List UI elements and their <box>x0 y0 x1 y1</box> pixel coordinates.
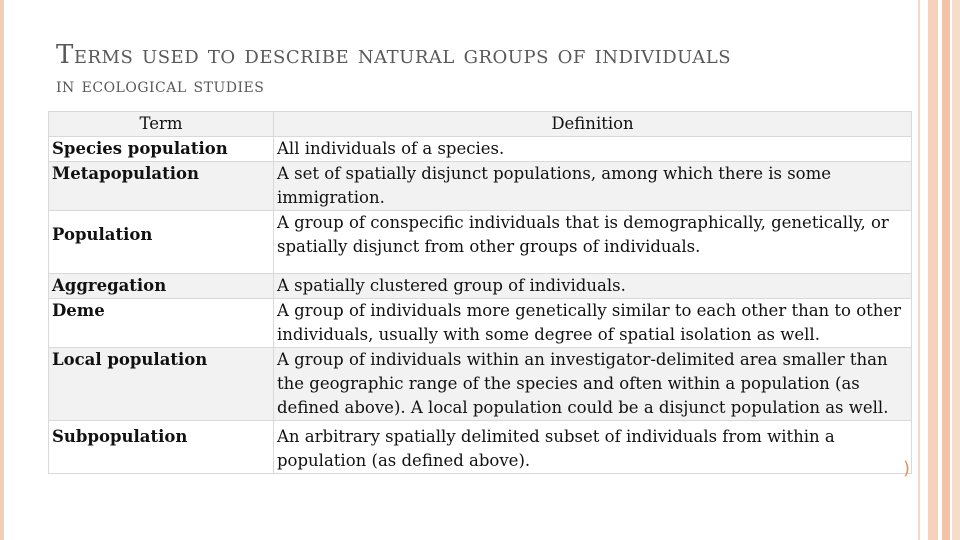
term-cell: Subpopulation <box>49 421 274 474</box>
term-cell: Species population <box>49 137 274 162</box>
definition-cell: An arbitrary spatially delimited subset of individuals from within a population (as defined above). <box>274 421 912 474</box>
term-cell: Population <box>49 211 274 274</box>
right-accent-stripe <box>952 0 960 540</box>
slide-title <box>56 36 906 104</box>
definition-cell: A group of individuals within an investigator-delimited area smaller than the geographic range of the species and often within a population (as defined above). A local population could be a disjunct population as well. <box>274 348 912 421</box>
table-row <box>49 162 912 211</box>
right-accent-stripe <box>928 0 938 540</box>
slide-title-line1: Terms used to describe natural groups of individuals <box>56 40 732 70</box>
table-row <box>49 421 912 474</box>
header-term: Term <box>49 112 274 137</box>
table-row <box>49 211 912 274</box>
right-accent-stripe <box>942 0 950 540</box>
slide-title-line2: in ecological studies <box>56 73 265 97</box>
term-cell: Deme <box>49 299 274 348</box>
definition-cell: A set of spatially disjunct populations, among which there is some immigration. <box>274 162 912 211</box>
table-row <box>49 348 912 421</box>
right-accent-stripe <box>918 0 920 540</box>
table-row <box>49 274 912 299</box>
corner-mark-icon: ) <box>903 458 911 479</box>
header-definition: Definition <box>274 112 912 137</box>
left-accent-bar <box>0 0 4 540</box>
terms-table <box>48 111 912 474</box>
term-cell: Aggregation <box>49 274 274 299</box>
term-cell: Metapopulation <box>49 162 274 211</box>
definition-cell: A group of conspecific individuals that is demographically, genetically, or spatially disjunct from other groups of individuals. <box>274 211 912 274</box>
definition-cell: A group of individuals more genetically similar to each other than to other individuals, usually with some degree of spatial isolation as well. <box>274 299 912 348</box>
table-row <box>49 299 912 348</box>
table-row <box>49 137 912 162</box>
definition-cell: A spatially clustered group of individuals. <box>274 274 912 299</box>
definition-cell: All individuals of a species. <box>274 137 912 162</box>
term-cell: Local population <box>49 348 274 421</box>
